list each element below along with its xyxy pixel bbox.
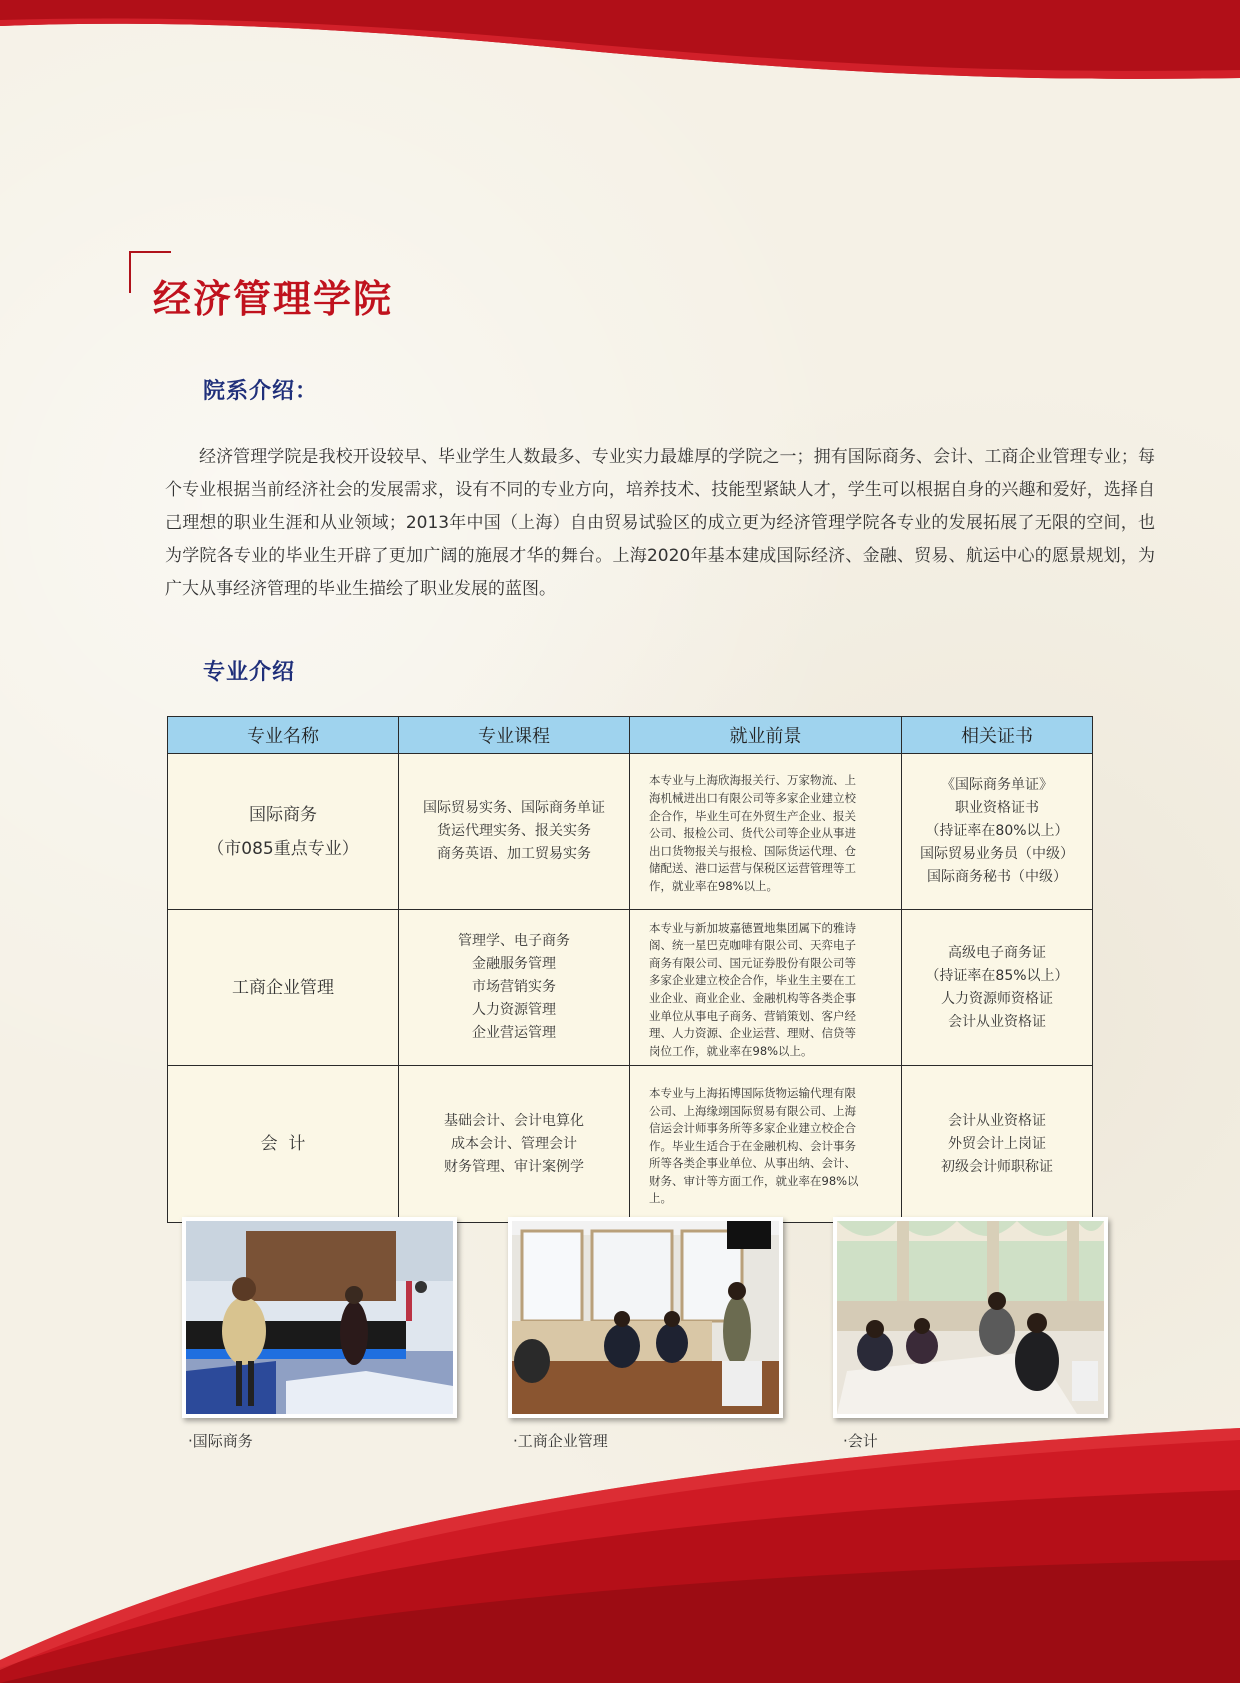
col-header-prospect: 就业前景 [630,717,902,754]
intro-heading: 院系介绍： [203,379,319,404]
photo-caption-international-business: ·国际商务 [188,1432,253,1450]
intro-paragraph: 经济管理学院是我校开设较早、毕业学生人数最多、专业实力最雄厚的学院之一；拥有国际商务、会计、工商企业管理专业；每个专业根据当前经济社会的发展需求，设有不同的专业方向，培养技术、技能型紧缺人才，学生可以根据自身的兴趣和爱好，选择自己理想的职业生涯和从业领域；2013年中国（上海）自由贸易试验区的成立更为经济管理学院各专业的发展拓展了无限的空间，也为学院各专业的毕业生开辟了更加广阔的施展才华的舞台。上海2020年基本建成国际经济、金融、贸易、航运中心的愿景规划，为广大从事经济管理的毕业生描绘了职业发展的蓝图。 [165,447,1155,599]
prospect-cell: 本专业与新加坡嘉德置地集团属下的雅诗 阁、统一星巴克咖啡有限公司、天弈电子 商务有限公司、国元证券股份有限公司等 多家企业建立校企合作，毕业生主要在工 业企业、商业企业、金融机构等各类企事 业单位从事电子商务、营销策划、客户经 理、人力资源、企业运营、理财、信贷等 岗位工作，就业率在98%以上。 [630,910,902,1066]
certs-cell: 高级电子商务证 （持证率在85%以上） 人力资源师资格证 会计从业资格证 [902,910,1093,1066]
photo-international-business-image [186,1221,453,1414]
bottom-red-wave [0,1420,1240,1683]
major-name-cell: 工商企业管理 [168,910,399,1066]
photo-accounting-image [837,1221,1104,1414]
col-header-courses: 专业课程 [399,717,630,754]
table-header-row [168,717,1093,754]
major-name-cell: 国际商务 （市085重点专业） [168,754,399,910]
col-header-name: 专业名称 [168,717,399,754]
table-row [168,754,1093,910]
prospect-cell: 本专业与上海欣海报关行、万家物流、上 海机械进出口有限公司等多家企业建立校 企合作，毕业生可在外贸生产企业、报关 公司、报检公司、货代公司等企业从事进 出口货物报关与报检、国际货运代理、仓 储配送、港口运营与保税区运营管理等工 作，就业率在98%以上。 [630,754,902,910]
photo-international-business [182,1217,457,1418]
table-row [168,910,1093,1066]
majors-table [167,716,1093,1223]
top-red-wave [0,0,1240,90]
certs-cell: 《国际商务单证》 职业资格证书 （持证率在80%以上） 国际贸易业务员（中级） 国际商务秘书（中级） [902,754,1093,910]
prospect-cell: 本专业与上海拓博国际货物运输代理有限 公司、上海缘翊国际贸易有限公司、上海 信运会计师事务所等多家企业建立校企合 作。毕业生适合于在金融机构、会计事务 所等各类企事业单位、从事出纳、会计、 财务、审计等方面工作，就业率在98%以 上。 [630,1066,902,1223]
col-header-certs: 相关证书 [902,717,1093,754]
photo-accounting [833,1217,1108,1418]
photo-business-management [508,1217,783,1418]
photo-business-management-image [512,1221,779,1414]
table-row [168,1066,1093,1223]
photo-caption-business-management: ·工商企业管理 [513,1432,608,1450]
courses-cell: 基础会计、会计电算化 成本会计、管理会计 财务管理、审计案例学 [399,1066,630,1223]
certs-cell: 会计从业资格证 外贸会计上岗证 初级会计师职称证 [902,1066,1093,1223]
photo-caption-accounting: ·会计 [843,1432,878,1450]
courses-cell: 国际贸易实务、国际商务单证 货运代理实务、报关实务 商务英语、加工贸易实务 [399,754,630,910]
major-name-cell: 会 计 [168,1066,399,1223]
courses-cell: 管理学、电子商务 金融服务管理 市场营销实务 人力资源管理 企业营运管理 [399,910,630,1066]
page-title: 经济管理学院 [153,276,394,321]
majors-heading: 专业介绍 [203,660,296,685]
